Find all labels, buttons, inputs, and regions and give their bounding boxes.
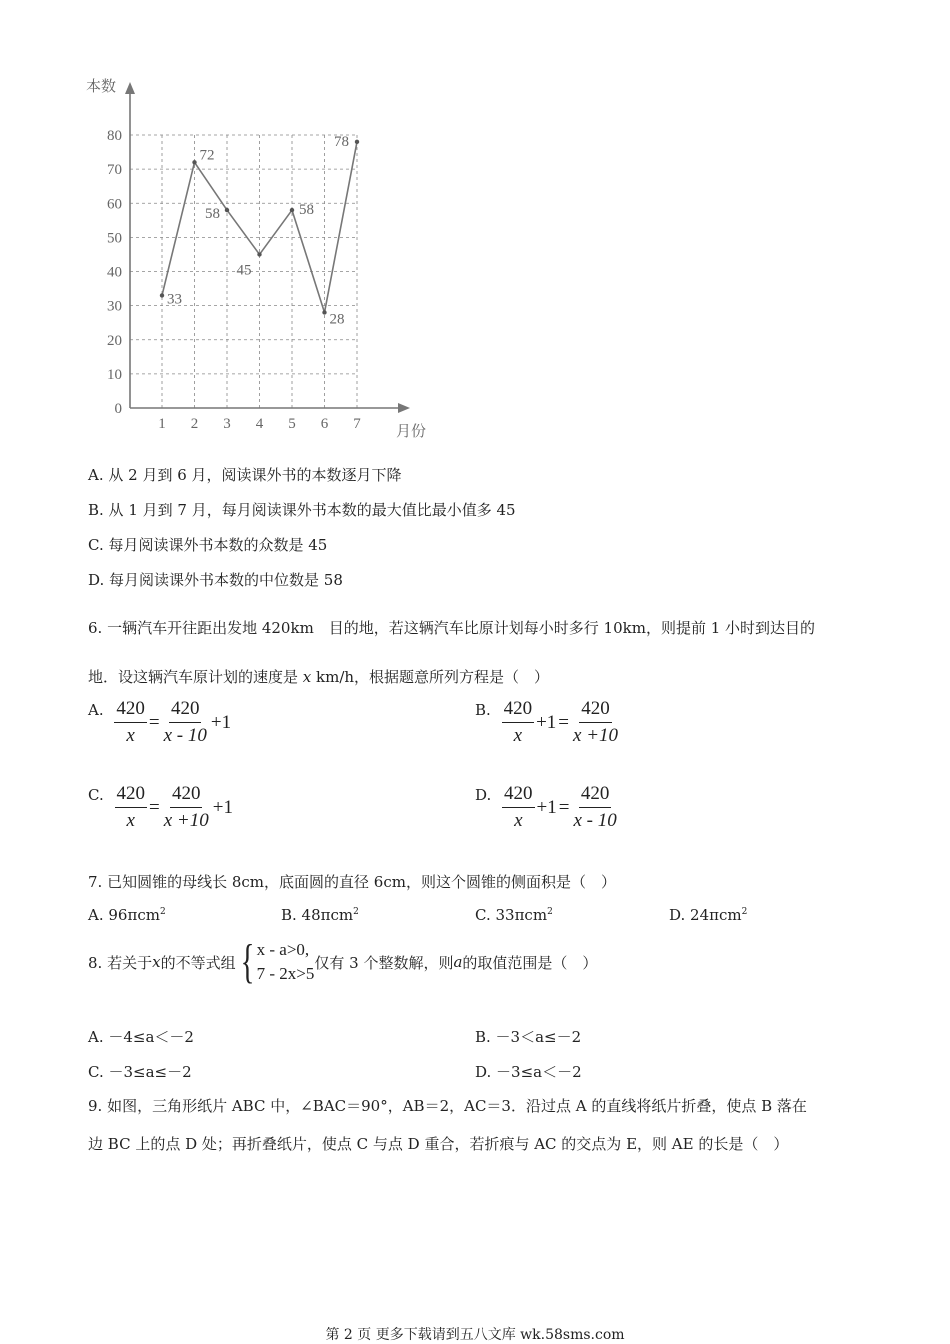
- q5-option-c: C. 每月阅读课外书本数的众数是 45: [88, 536, 328, 554]
- data-label: 45: [236, 262, 252, 279]
- q6-option-d: D. $\frac{420}{x}$ +1 = $\frac{420}{x - 10}$: [475, 783, 617, 831]
- x-tick-label: 2: [190, 416, 199, 432]
- x-tick-label: 4: [255, 416, 264, 432]
- x-tick-label: 5: [288, 416, 296, 432]
- q7-stem: 7. 已知圆锥的母线长 8cm，底面圆的直径 6cm，则这个圆锥的侧面积是（ ）: [88, 873, 616, 891]
- q7-option-d: D. 24πcm$^2$: [669, 906, 748, 924]
- q7-option-b: B. 48πcm$^2$: [281, 906, 359, 924]
- x-tick-label: 6: [320, 416, 329, 432]
- chart-axes: [125, 82, 410, 413]
- x-tick-labels: [158, 416, 361, 432]
- q5-option-a: A. 从 2 月到 6 月，阅读课外书的本数逐月下降: [88, 466, 402, 484]
- y-tick-label: 10: [107, 366, 122, 383]
- q5-option-b: B. 从 1 月到 7 月，每月阅读课外书本数的最大值比最小值多 45: [88, 501, 516, 519]
- data-point: [257, 252, 261, 256]
- y-tick-label: 40: [107, 264, 122, 281]
- q9-stem-line1: 9. 如图，三角形纸片 ABC 中，∠BAC＝90°，AB＝2，AC＝3．沿过点 A 的直线将纸片折叠，使点 B 落在: [88, 1097, 807, 1115]
- y-tick-label: 20: [107, 332, 122, 349]
- q9-stem-line2: 边 BC 上的点 D 处；再折叠纸片，使点 C 与点 D 重合，若折痕与 AC 的交点为 E，则 AE 的长是（ ）: [88, 1135, 789, 1153]
- q6-option-b: B. $\frac{420}{x}$ +1 = $\frac{420}{x +10}$: [475, 698, 619, 746]
- q7-option-a: A. 96πcm$^2$: [88, 906, 166, 924]
- data-point: [290, 208, 294, 212]
- data-label: 33: [167, 291, 182, 308]
- q6-option-a: A. $\frac{420}{x}$ = $\frac{420}{x - 10}$ +1: [88, 698, 232, 746]
- y-tick-labels: [107, 128, 122, 417]
- q7-option-c: C. 33πcm$^2$: [475, 906, 553, 924]
- x-tick-label: 3: [223, 416, 231, 432]
- y-axis-arrow: [125, 82, 135, 94]
- q6-stem-line1: 6. 一辆汽车开往距出发地 420km 目的地，若这辆汽车比原计划每小时多行 10km，则提前 1 小时到达目的: [88, 619, 816, 637]
- q8-stem: 8. 若关于 x 的不等式组 { x - a>0, 7 - 2x>5 仅有 3 个整数解，则 a 的取值范围是（ ）: [88, 935, 598, 988]
- y-tick-label: 0: [114, 401, 122, 417]
- q8-option-c: C. －3≤a≤－2: [88, 1063, 192, 1081]
- line-chart: [80, 70, 440, 450]
- data-label: 58: [205, 206, 220, 223]
- x-tick-label: 7: [353, 416, 361, 432]
- x-axis-arrow: [398, 403, 410, 413]
- y-tick-label: 70: [107, 162, 122, 179]
- q8-option-d: D. －3≤a＜－2: [475, 1063, 582, 1081]
- data-label: 58: [299, 202, 314, 219]
- x-tick-label: 1: [158, 416, 166, 432]
- data-point: [160, 293, 164, 297]
- data-point: [192, 160, 196, 164]
- y-axis-label: 本数: [86, 77, 117, 95]
- inequality-system: { x - a>0, 7 - 2x>5: [240, 935, 315, 988]
- y-tick-label: 50: [107, 230, 122, 247]
- x-axis-label: 月份: [396, 422, 427, 440]
- y-tick-label: 60: [107, 196, 122, 213]
- y-tick-label: 30: [107, 298, 122, 315]
- data-label: 28: [329, 311, 345, 328]
- q6-option-c: C. $\frac{420}{x}$ = $\frac{420}{x +10}$ +1: [88, 783, 233, 831]
- data-point: [225, 208, 229, 212]
- data-label: 78: [334, 133, 349, 150]
- y-tick-label: 80: [107, 128, 122, 144]
- data-point: [355, 140, 359, 144]
- q6-stem-line2: 地．设这辆汽车原计划的速度是 x km/h，根据题意所列方程是（ ）: [88, 668, 550, 686]
- data-label: 72: [199, 147, 215, 164]
- q5-option-d: D. 每月阅读课外书本数的中位数是 58: [88, 571, 343, 589]
- data-point: [322, 310, 326, 314]
- page-footer: 第 2 页 更多下载请到五八文库 wk.58sms.com: [325, 1327, 625, 1343]
- q8-option-b: B. －3＜a≤－2: [475, 1028, 582, 1046]
- q8-option-a: A. －4≤a＜－2: [88, 1028, 194, 1046]
